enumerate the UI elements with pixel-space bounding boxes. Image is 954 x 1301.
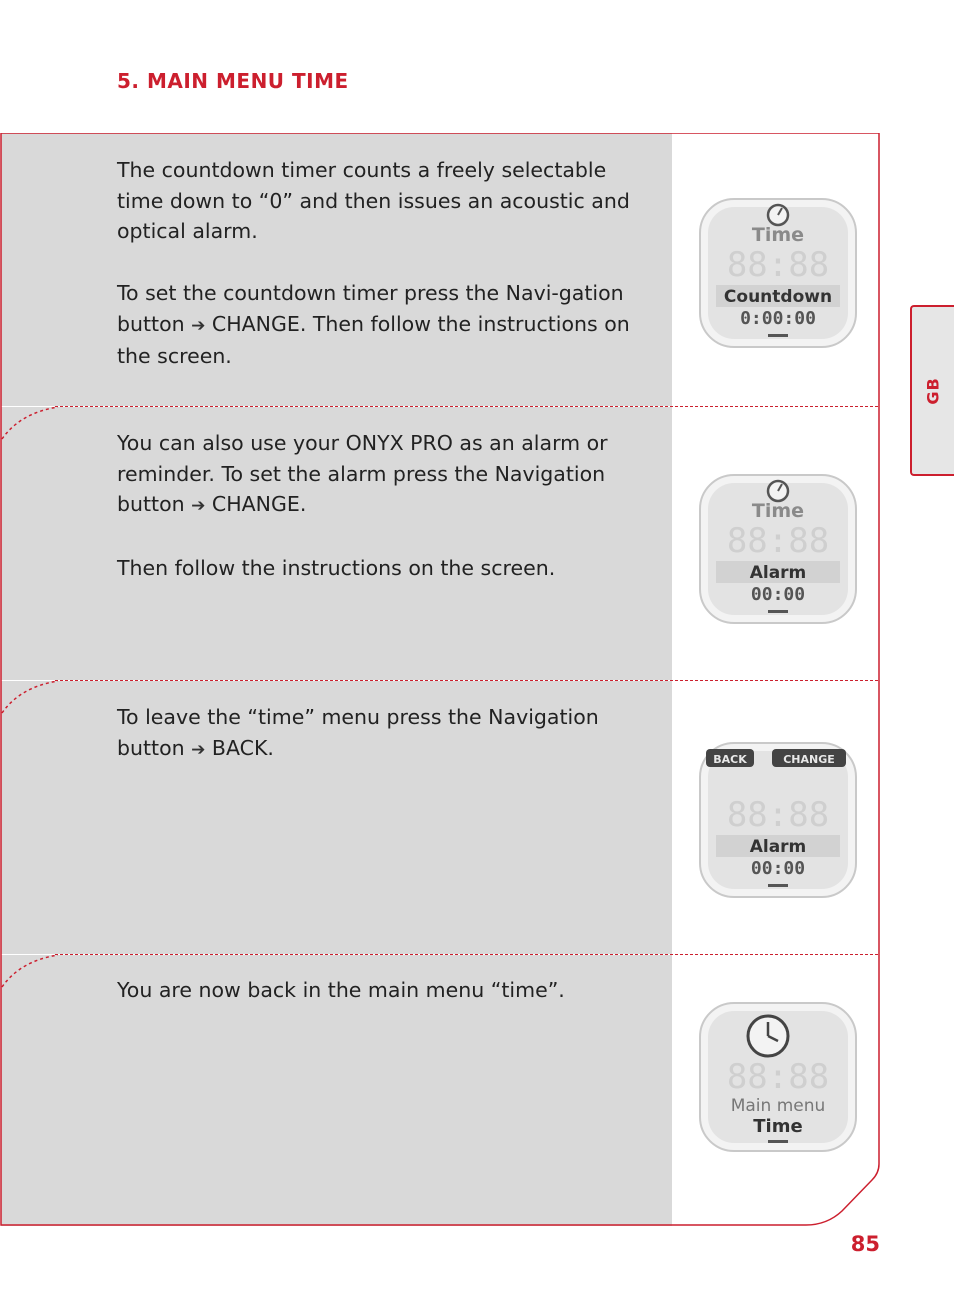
frame-outline <box>0 133 880 1226</box>
content-frame <box>0 133 880 1226</box>
display-line2: 0:00:00 <box>740 308 816 329</box>
language-tab <box>910 305 954 476</box>
arrow-right-icon: ➔ <box>191 739 206 760</box>
display-line1: Alarm <box>749 837 807 857</box>
display-top-label: Time <box>751 500 805 522</box>
arrow-right-icon: ➔ <box>191 496 206 517</box>
paragraph: The countdown timer counts a freely selectable time down to “0” and then issues an acoustic and optical alarm. <box>117 158 630 244</box>
language-tab-label: GB <box>923 376 943 405</box>
display-top-label: Time <box>751 224 805 246</box>
svg-text:BACK: BACK <box>713 753 747 766</box>
svg-text:CHANGE: CHANGE <box>783 753 835 766</box>
display-line1: Main menu <box>730 1096 826 1116</box>
arrow-right-icon: ➔ <box>191 315 206 336</box>
page-number: 85 <box>850 1232 880 1256</box>
paragraph: To set the countdown timer press the Navi-gation button ➔ CHANGE. Then follow the instructions on the screen. <box>117 280 630 369</box>
display-line2: 00:00 <box>750 584 806 605</box>
section-heading: 5. MAIN MENU TIME <box>117 69 349 93</box>
svg-text:88:88: 88:88 <box>726 795 830 835</box>
paragraph: To leave the “time” menu press the Navigation button ➔ BACK. <box>117 705 599 760</box>
display-line1: Countdown <box>723 287 833 307</box>
paragraph: Then follow the instructions on the screen. <box>117 555 556 580</box>
paragraph: You are now back in the main menu “time”. <box>117 978 565 1002</box>
display-line2: 00:00 <box>750 858 806 879</box>
svg-text:88:88: 88:88 <box>726 1057 830 1097</box>
svg-text:88:88: 88:88 <box>726 245 830 285</box>
display-line1: Alarm <box>749 563 807 583</box>
svg-text:88:88: 88:88 <box>726 521 830 561</box>
paragraph: You can also use your ONYX PRO as an alarm or reminder. To set the alarm press the Navigation button ➔ CHANGE. <box>117 431 608 517</box>
display-line2: Time <box>753 1116 803 1137</box>
